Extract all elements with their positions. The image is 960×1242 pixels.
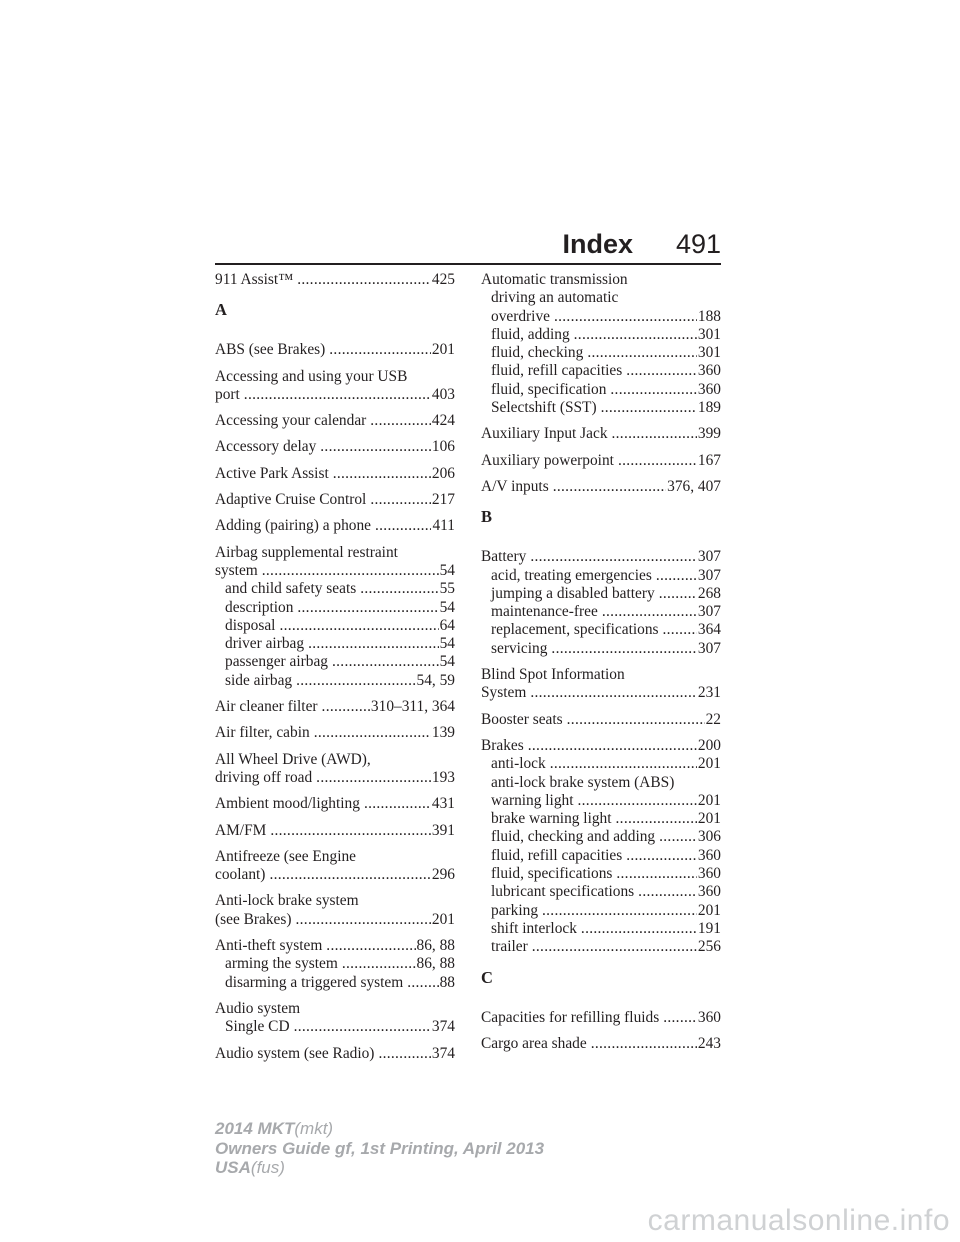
index-entry xyxy=(481,711,721,729)
dot-leader xyxy=(663,1009,697,1027)
entry-text: Cargo area shade xyxy=(481,1034,587,1052)
index-column-right xyxy=(481,271,721,1061)
index-entry xyxy=(215,848,455,885)
dot-leader xyxy=(618,452,697,470)
page-header xyxy=(215,228,721,268)
dot-leader xyxy=(316,769,431,787)
dot-leader xyxy=(550,755,697,773)
entry-text: Automatic transmission xyxy=(481,271,628,288)
page-reference: 301 xyxy=(697,344,721,362)
entry-text: Audio system xyxy=(215,999,301,1017)
entry-text: warning light xyxy=(491,791,574,809)
page-reference: 307 xyxy=(697,548,721,566)
index-term xyxy=(215,724,455,742)
entry-text: A/V inputs xyxy=(481,477,549,495)
index-entry xyxy=(481,548,721,658)
index-subentry xyxy=(481,883,721,901)
index-subentry xyxy=(481,774,721,792)
dot-leader xyxy=(370,412,431,430)
index-entry xyxy=(215,751,455,788)
page-reference: 411 xyxy=(432,517,455,535)
page-reference: 360 xyxy=(697,362,721,380)
index-term xyxy=(481,478,721,496)
entry-text: fluid, refill capacities xyxy=(491,362,623,380)
entry-text: Air cleaner filter xyxy=(215,698,318,716)
entry-text: parking xyxy=(491,901,539,919)
index-subentry xyxy=(481,640,721,658)
dot-leader xyxy=(626,362,697,380)
dot-leader xyxy=(528,737,697,755)
dot-leader xyxy=(551,640,696,658)
entry-text: jumping a disabled battery xyxy=(491,584,655,602)
index-subentry xyxy=(215,653,455,671)
index-term xyxy=(215,795,455,813)
index-entry xyxy=(481,478,721,496)
entry-text: port xyxy=(215,385,240,403)
dot-leader xyxy=(279,617,438,635)
index-entry xyxy=(215,698,455,716)
page-reference: 360 xyxy=(697,1008,721,1026)
page-reference: 360 xyxy=(697,865,721,883)
page-reference: 200 xyxy=(697,736,721,754)
dot-leader xyxy=(297,599,438,617)
index-term xyxy=(215,866,455,884)
index-term xyxy=(215,822,455,840)
index-subentry xyxy=(481,344,721,362)
entry-text: Auxiliary Input Jack xyxy=(481,425,608,443)
page-reference: 243 xyxy=(697,1034,721,1052)
dot-leader xyxy=(602,603,697,621)
index-term xyxy=(481,271,721,289)
entry-text: Selectshift (SST) xyxy=(491,399,597,417)
dot-leader xyxy=(530,684,697,702)
dot-leader xyxy=(591,1035,697,1053)
index-subentry xyxy=(481,902,721,920)
dot-leader xyxy=(320,438,431,456)
index-term xyxy=(215,698,455,716)
entry-text: driving an automatic xyxy=(491,289,619,307)
entry-text: description xyxy=(225,598,294,616)
index-term xyxy=(215,386,455,404)
entry-text: Accessing your calendar xyxy=(215,412,367,430)
index-subentry xyxy=(481,792,721,810)
header-rule xyxy=(215,263,721,265)
page-reference: 431 xyxy=(431,795,455,813)
entry-text: disposal xyxy=(225,616,276,634)
dot-leader xyxy=(332,653,439,671)
index-term xyxy=(481,1009,721,1027)
page-reference: 399 xyxy=(697,425,721,443)
page-reference: 307 xyxy=(697,603,721,621)
index-subentry xyxy=(481,567,721,585)
dot-leader xyxy=(616,810,697,828)
index-subentry xyxy=(481,828,721,846)
document-footer xyxy=(215,1119,544,1178)
index-term xyxy=(215,491,455,509)
index-entry xyxy=(215,1045,455,1063)
index-entry xyxy=(215,491,455,509)
dot-leader xyxy=(333,465,431,483)
page-reference: 206 xyxy=(431,464,455,482)
dot-leader xyxy=(370,491,431,509)
index-entry xyxy=(215,341,455,359)
entry-text: lubricant specifications xyxy=(491,883,635,901)
entry-text: Adding (pairing) a phone xyxy=(215,517,372,535)
page-reference: 360 xyxy=(697,380,721,398)
dot-leader xyxy=(601,399,697,417)
page-reference: 201 xyxy=(697,901,721,919)
entry-text: Air filter, cabin xyxy=(215,724,310,742)
footer-line-market xyxy=(215,1158,544,1178)
index-subentry xyxy=(215,672,455,690)
page-reference: 54 xyxy=(439,561,455,579)
entry-text: passenger airbag xyxy=(225,653,328,671)
entry-text: (see Brakes) xyxy=(215,910,292,928)
section-letter: C xyxy=(481,967,493,987)
footer-model: 2014 MKT xyxy=(215,1119,295,1138)
index-term xyxy=(215,465,455,483)
footer-market-code: (fus) xyxy=(250,1158,285,1177)
index-subentry xyxy=(481,621,721,639)
dot-leader xyxy=(364,795,431,813)
dot-leader xyxy=(532,938,697,956)
index-entry xyxy=(481,1035,721,1053)
index-term xyxy=(215,341,455,359)
dot-leader xyxy=(296,672,415,690)
entry-text: side airbag xyxy=(225,671,293,689)
entry-text: anti-lock brake system (ABS) xyxy=(491,773,675,791)
index-term xyxy=(215,438,455,456)
entry-text: 911 Assist™ xyxy=(215,271,294,288)
entry-text: brake warning light xyxy=(491,810,612,828)
entry-text: All Wheel Drive (AWD), xyxy=(215,750,371,768)
page-reference: 424 xyxy=(431,412,455,430)
dot-leader xyxy=(612,425,697,443)
index-subentry xyxy=(481,847,721,865)
page-reference: 256 xyxy=(697,938,721,956)
dot-leader xyxy=(262,562,439,580)
index-subentry xyxy=(481,308,721,326)
entry-text: overdrive xyxy=(491,307,550,325)
page-reference: 139 xyxy=(431,724,455,742)
index-subentry xyxy=(481,326,721,344)
index-column-left xyxy=(215,271,455,1071)
dot-leader xyxy=(663,621,697,639)
entry-text: fluid, specifications xyxy=(491,865,613,883)
dot-leader xyxy=(542,902,697,920)
page-reference: 54 xyxy=(439,635,455,653)
dot-leader xyxy=(360,580,438,598)
index-subentry xyxy=(215,955,455,973)
entry-text: Anti-theft system xyxy=(215,937,323,955)
page-reference: 376, 407 xyxy=(667,477,721,495)
index-term xyxy=(481,548,721,566)
page-reference: 22 xyxy=(705,710,721,728)
entry-text: Brakes xyxy=(481,736,524,754)
entry-text: Anti-lock brake system xyxy=(215,892,359,910)
dot-leader xyxy=(554,308,697,326)
page-reference: 307 xyxy=(697,566,721,584)
dot-leader xyxy=(638,883,697,901)
index-subentry xyxy=(481,865,721,883)
index-term xyxy=(481,1035,721,1053)
page-reference: 231 xyxy=(697,684,721,702)
entry-text: driving off road xyxy=(215,768,313,786)
entry-text: Airbag supplemental restraint xyxy=(215,543,398,561)
index-term xyxy=(481,425,721,443)
index-entry xyxy=(215,465,455,483)
page-reference: 425 xyxy=(431,271,455,288)
dot-leader xyxy=(530,548,697,566)
entry-text: Antifreeze (see Engine xyxy=(215,847,357,865)
entry-text: Blind Spot Information xyxy=(481,666,625,684)
page-reference: 374 xyxy=(431,1018,455,1036)
entry-text: System xyxy=(481,684,527,702)
entry-text: fluid, refill capacities xyxy=(491,846,623,864)
page-reference: 201 xyxy=(697,755,721,773)
dot-leader xyxy=(574,326,697,344)
dot-leader xyxy=(378,1045,430,1063)
index-term xyxy=(215,1045,455,1063)
page-reference: 296 xyxy=(431,866,455,884)
page-reference: 88 xyxy=(439,973,455,991)
index-term xyxy=(481,452,721,470)
index-term xyxy=(215,271,455,289)
entry-text: Adaptive Cruise Control xyxy=(215,491,367,509)
entry-text: Active Park Assist xyxy=(215,464,329,482)
page-reference: 360 xyxy=(697,883,721,901)
page-reference: 201 xyxy=(697,791,721,809)
dot-leader xyxy=(297,271,431,289)
index-subentry xyxy=(481,755,721,773)
index-subentry xyxy=(481,603,721,621)
page-reference: 54 xyxy=(439,653,455,671)
page-reference: 86, 88 xyxy=(416,955,455,973)
index-subentry xyxy=(481,399,721,417)
index-entry xyxy=(481,452,721,470)
page-number: 491 xyxy=(675,229,721,259)
section-letter: A xyxy=(215,300,227,320)
dot-leader xyxy=(578,792,697,810)
dot-leader xyxy=(329,341,431,359)
index-subentry xyxy=(481,810,721,828)
entry-text: trailer xyxy=(491,938,528,956)
index-entry xyxy=(215,937,455,992)
page-reference: 54, 59 xyxy=(416,671,455,689)
index-entry xyxy=(481,666,721,703)
entry-text: driver airbag xyxy=(225,635,305,653)
dot-leader xyxy=(656,567,697,585)
index-term xyxy=(215,937,455,955)
index-subentry xyxy=(215,1018,455,1036)
index-entry xyxy=(481,1009,721,1027)
entry-text: fluid, checking and adding xyxy=(491,828,656,846)
page-reference: 193 xyxy=(431,768,455,786)
dot-leader xyxy=(294,1018,431,1036)
entry-text: fluid, specification xyxy=(491,380,607,398)
entry-text: replacement, specifications xyxy=(491,621,659,639)
entry-text: Single CD xyxy=(225,1018,290,1036)
page-reference: 64 xyxy=(439,616,455,634)
entry-text: Ambient mood/lighting xyxy=(215,795,360,813)
entry-text: and child safety seats xyxy=(225,580,357,598)
entry-text: system xyxy=(215,561,258,579)
entry-text: ABS (see Brakes) xyxy=(215,341,326,359)
index-subentry xyxy=(481,920,721,938)
dot-leader xyxy=(626,847,697,865)
index-subentry xyxy=(481,362,721,380)
index-entry xyxy=(215,544,455,690)
dot-leader xyxy=(244,386,431,404)
index-term xyxy=(481,666,721,684)
index-subentry xyxy=(215,617,455,635)
dot-leader xyxy=(296,911,431,929)
page-reference: 391 xyxy=(431,821,455,839)
index-subentry xyxy=(481,938,721,956)
index-term xyxy=(481,684,721,702)
dot-leader xyxy=(567,711,705,729)
entry-text: Booster seats xyxy=(481,710,563,728)
page-reference: 217 xyxy=(431,491,455,509)
page-reference: 307 xyxy=(697,639,721,657)
index-term xyxy=(215,751,455,769)
index-term xyxy=(215,911,455,929)
index-entry xyxy=(481,271,721,417)
section-letter: B xyxy=(481,507,493,527)
index-term xyxy=(215,769,455,787)
dot-leader xyxy=(269,866,430,884)
entry-text: acid, treating emergencies xyxy=(491,566,652,584)
page-reference: 191 xyxy=(697,919,721,937)
index-subentry xyxy=(215,635,455,653)
entry-text: Battery xyxy=(481,548,527,566)
entry-text: fluid, adding xyxy=(491,325,570,343)
dot-leader xyxy=(342,955,416,973)
dot-leader xyxy=(553,478,666,496)
index-subentry xyxy=(215,599,455,617)
index-term xyxy=(215,892,455,910)
index-entry xyxy=(215,438,455,456)
index-term xyxy=(215,848,455,866)
index-entry xyxy=(215,517,455,535)
index-entry xyxy=(215,271,455,289)
entry-text: Capacities for refilling fluids xyxy=(481,1008,660,1026)
index-entry xyxy=(215,892,455,929)
footer-line-model xyxy=(215,1119,544,1139)
page-reference: 268 xyxy=(697,584,721,602)
footer-market: USA xyxy=(215,1158,251,1177)
dot-leader xyxy=(587,344,697,362)
dot-leader xyxy=(616,865,697,883)
page-reference: 106 xyxy=(431,438,455,456)
page-reference: 86, 88 xyxy=(416,937,455,955)
index-term xyxy=(215,562,455,580)
dot-leader xyxy=(407,974,438,992)
entry-text: AM/FM xyxy=(215,821,267,839)
index-term xyxy=(215,544,455,562)
footer-model-code: (mkt) xyxy=(294,1119,334,1138)
page-reference: 201 xyxy=(697,810,721,828)
entry-text: Accessing and using your USB xyxy=(215,367,408,385)
index-subentry xyxy=(215,580,455,598)
page-reference: 374 xyxy=(431,1044,455,1062)
page-reference: 301 xyxy=(697,325,721,343)
page-reference: 201 xyxy=(431,341,455,359)
index-entry xyxy=(481,425,721,443)
dot-leader xyxy=(659,828,697,846)
entry-text: maintenance-free xyxy=(491,603,598,621)
index-entry xyxy=(215,822,455,840)
index-term xyxy=(215,412,455,430)
page-reference: 403 xyxy=(431,385,455,403)
dot-leader xyxy=(659,585,697,603)
index-subentry xyxy=(481,289,721,307)
index-subentry xyxy=(481,381,721,399)
index-term xyxy=(215,1000,455,1018)
entry-text: Audio system (see Radio) xyxy=(215,1044,375,1062)
page-reference: 201 xyxy=(431,910,455,928)
entry-text: anti-lock xyxy=(491,755,546,773)
dot-leader xyxy=(308,635,439,653)
dot-leader xyxy=(581,920,697,938)
index-entry xyxy=(215,1000,455,1037)
page-reference: 55 xyxy=(439,580,455,598)
entry-text: fluid, checking xyxy=(491,344,584,362)
index-subentry xyxy=(481,585,721,603)
entry-text: Accessory delay xyxy=(215,438,317,456)
entry-text: coolant) xyxy=(215,866,266,884)
page-reference: 364 xyxy=(697,621,721,639)
footer-line-edition xyxy=(215,1139,544,1159)
entry-text: servicing xyxy=(491,639,548,657)
page-reference: 189 xyxy=(697,399,721,417)
page-reference: 167 xyxy=(697,451,721,469)
index-entry xyxy=(215,795,455,813)
dot-leader xyxy=(322,698,370,716)
dot-leader xyxy=(314,724,431,742)
index-subentry xyxy=(215,974,455,992)
index-term xyxy=(481,711,721,729)
index-entry xyxy=(481,737,721,957)
dot-leader xyxy=(270,822,431,840)
index-entry xyxy=(215,724,455,742)
index-entry xyxy=(215,368,455,405)
index-entry xyxy=(215,412,455,430)
entry-text: disarming a triggered system xyxy=(225,973,404,991)
footer-edition: Owners Guide gf, 1st Printing, April 2013 xyxy=(215,1138,545,1158)
dot-leader xyxy=(610,381,697,399)
index-term xyxy=(215,517,455,535)
page-reference: 188 xyxy=(697,307,721,325)
entry-text: arming the system xyxy=(225,955,338,973)
index-term xyxy=(215,368,455,386)
dot-leader xyxy=(375,517,431,535)
page-reference: 360 xyxy=(697,846,721,864)
entry-text: shift interlock xyxy=(491,919,577,937)
dot-leader xyxy=(326,937,415,955)
entry-text: Auxiliary powerpoint xyxy=(481,451,614,469)
index-term xyxy=(481,737,721,755)
watermark: carmanualsonline.info xyxy=(647,1204,950,1237)
page-title: Index xyxy=(562,229,633,259)
page-reference: 306 xyxy=(697,828,721,846)
page-reference: 54 xyxy=(439,598,455,616)
page-reference: 310–311, 364 xyxy=(370,698,455,716)
